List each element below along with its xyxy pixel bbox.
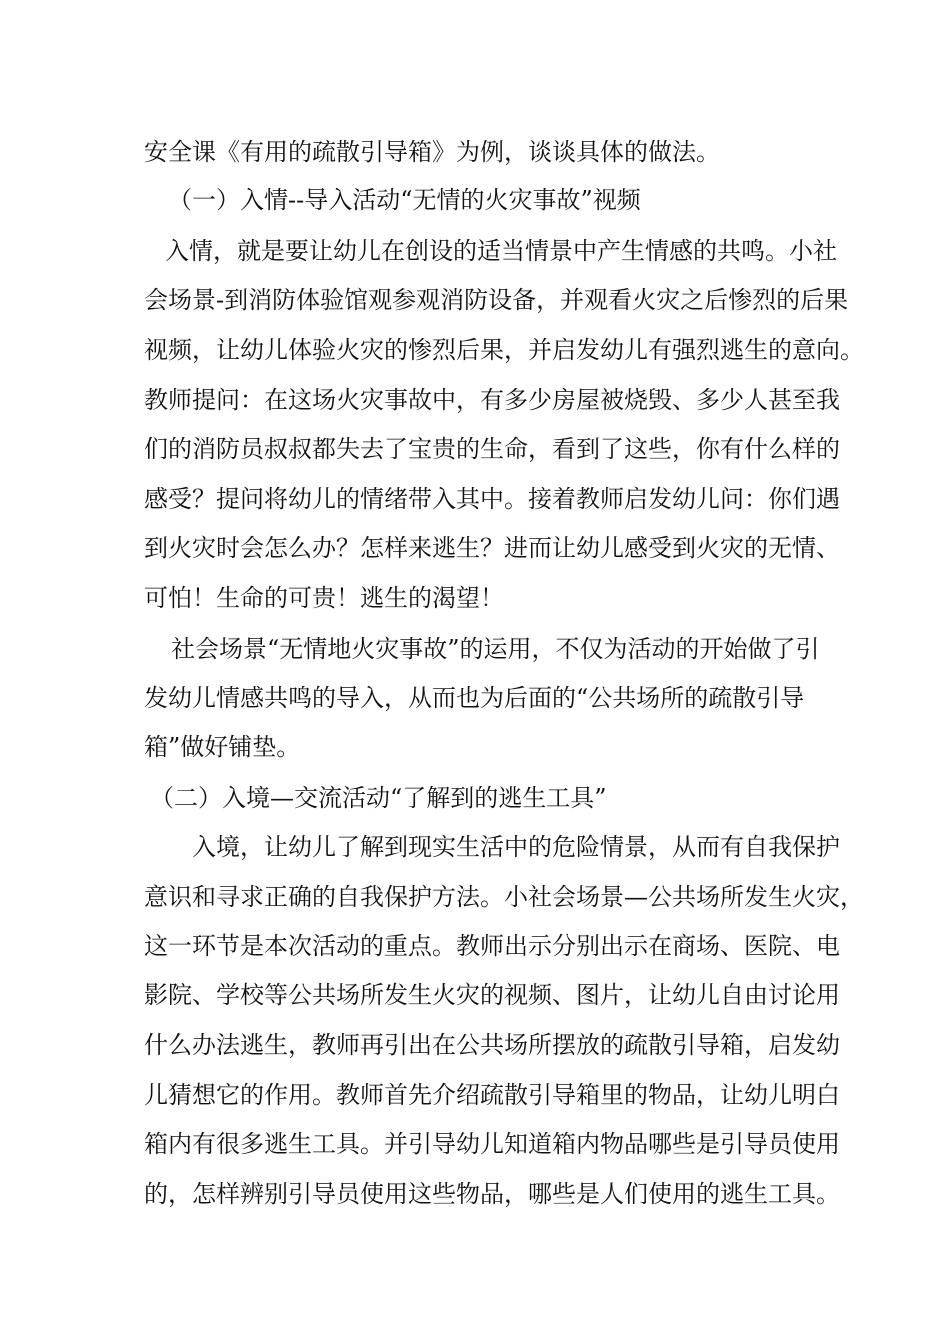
text-line: 教师提问：在这场火灾事故中，有多少房屋被烧毁、多少人甚至我	[144, 386, 840, 414]
text-line: 社会场景“无情地火灾事故”的运用，不仅为活动的开始做了引	[171, 635, 820, 663]
section-heading-1: （一）入情--导入活动“无情的火灾事故”视频	[168, 186, 641, 214]
text-line: 感受？提问将幼儿的情绪带入其中。接着教师启发幼儿问：你们遇	[144, 485, 840, 513]
text-line: 们的消防员叔叔都失去了宝贵的生命，看到了这些，你有什么样的	[144, 435, 840, 463]
text-line: 影院、学校等公共场所发生火灾的视频、图片，让幼儿自由讨论用	[144, 981, 840, 1009]
text-line: 箱内有很多逃生工具。并引导幼儿知道箱内物品哪些是引导员使用	[144, 1130, 840, 1158]
text-line: 的，怎样辨别引导员使用这些物品，哪些是人们使用的逃生工具。	[144, 1180, 840, 1208]
text-line: 什么办法逃生，教师再引出在公共场所摆放的疏散引导箱，启发幼	[144, 1031, 840, 1059]
text-line: 儿猜想它的作用。教师首先介绍疏散引导箱里的物品，让幼儿明白	[144, 1081, 840, 1109]
text-line: 发幼儿情感共鸣的导入，从而也为后面的“公共场所的疏散引导	[144, 684, 805, 712]
text-line: 箱”做好铺垫。	[144, 733, 301, 761]
section-heading-2: （二）入境—交流活动“了解到的逃生工具”	[150, 784, 607, 812]
text-line: 意识和寻求正确的自我保护方法。小社会场景—公共场所发生火灾，	[144, 883, 864, 911]
text-line: 入境，让幼儿了解到现实生活中的危险情景，从而有自我保护	[192, 833, 840, 861]
text-line: 视频，让幼儿体验火灾的惨烈后果，并启发幼儿有强烈逃生的意向。	[144, 336, 864, 364]
text-line: 可怕！生命的可贵！逃生的渴望！	[144, 584, 504, 612]
text-line: 入情，就是要让幼儿在创设的适当情景中产生情感的共鸣。小社	[165, 237, 837, 265]
text-line: 这一环节是本次活动的重点。教师出示分别出示在商场、医院、电	[144, 932, 840, 960]
text-line: 安全课《有用的疏散引导箱》为例，谈谈具体的做法。	[144, 138, 720, 166]
text-line: 会场景-到消防体验馆观参观消防设备，并观看火灾之后惨烈的后果	[144, 286, 849, 314]
text-line: 到火灾时会怎么办？怎样来逃生？进而让幼儿感受到火灾的无情、	[144, 534, 840, 562]
